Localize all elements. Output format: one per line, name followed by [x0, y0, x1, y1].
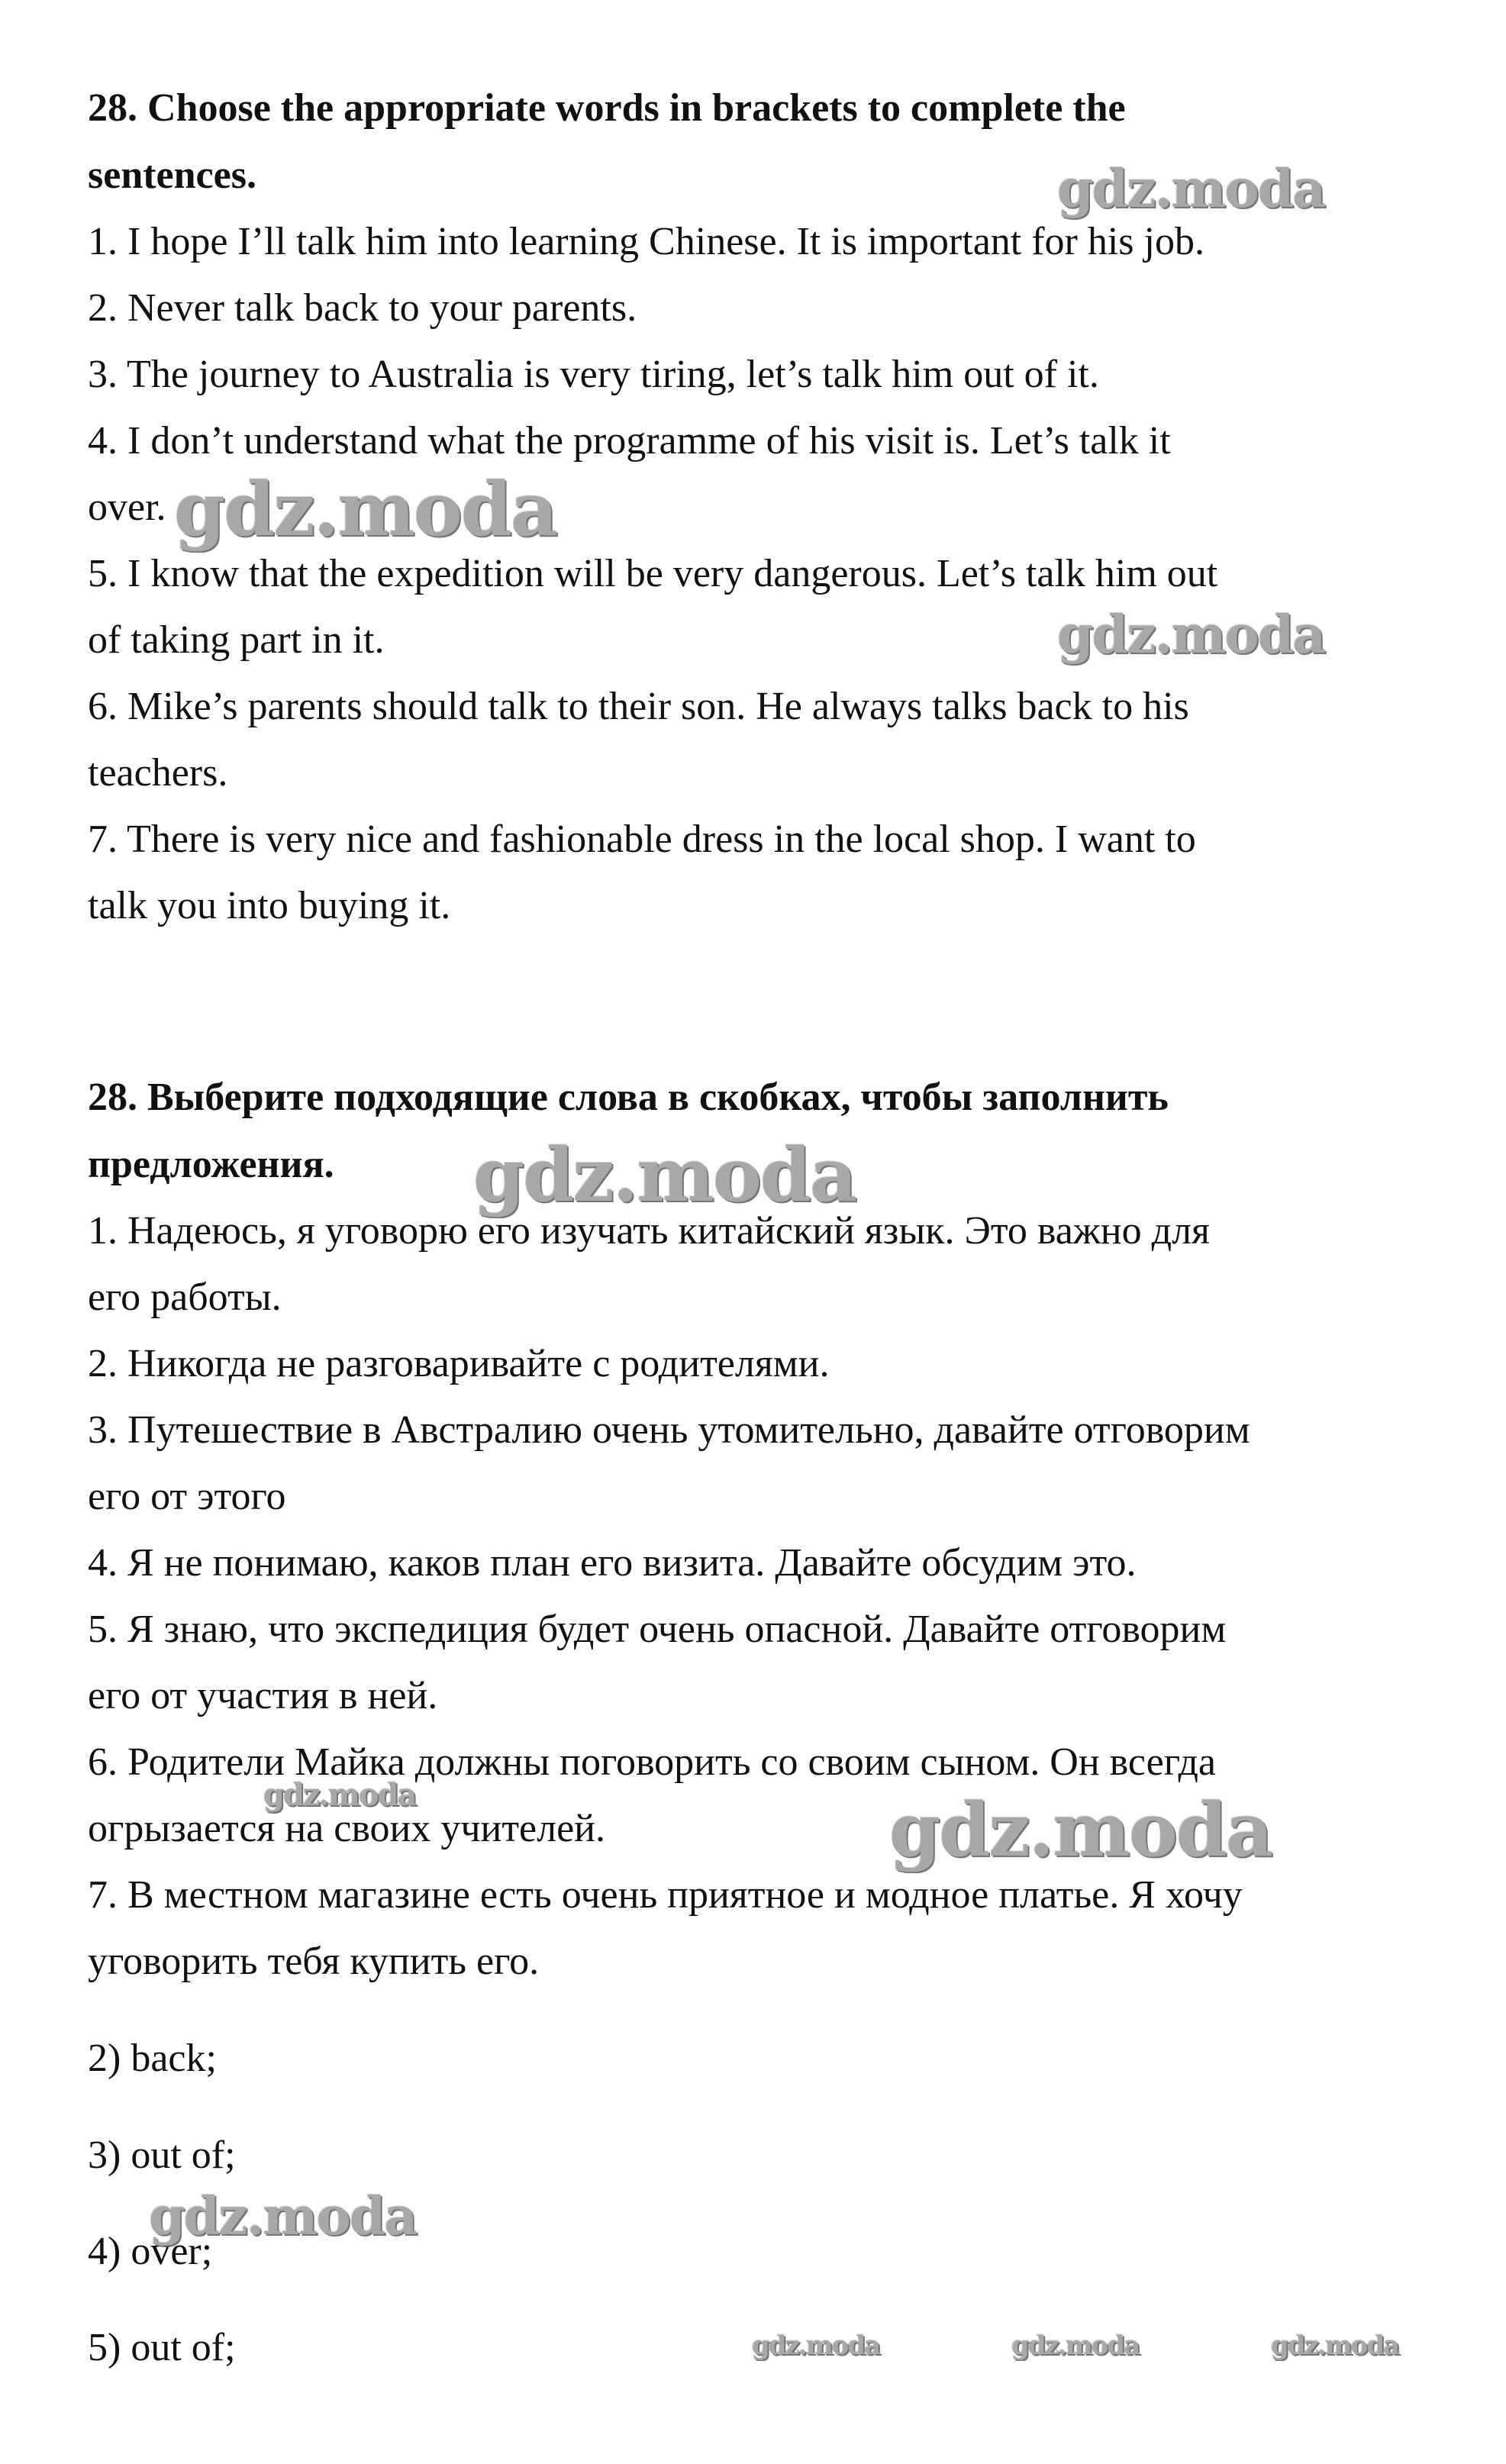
english-sentence-3: 3. The journey to Australia is very tiring, let’s talk him out of it.	[88, 353, 1099, 396]
english-sentence-2: 2. Never talk back to your parents.	[88, 286, 637, 330]
watermark-7: gdz.moda	[149, 2186, 417, 2247]
english-sentence-4: 4. I don’t understand what the programme of his visit is. Let’s talk it	[88, 419, 1171, 463]
english-sentence-4-cont: over.	[88, 485, 166, 529]
english-sentence-6-cont: teachers.	[88, 751, 228, 795]
answer-5: 5) out of;	[88, 2326, 236, 2369]
answer-3: 3) out of;	[88, 2133, 236, 2177]
russian-sentence-6-cont: огрызается на своих учителей.	[88, 1807, 605, 1850]
watermark-9: gdz.moda	[1011, 2330, 1140, 2361]
english-sentence-6: 6. Mike’s parents should talk to their son. He always talks back to his	[88, 685, 1189, 728]
russian-sentence-5-cont: его от участия в ней.	[88, 1674, 438, 1717]
watermark-10: gdz.moda	[1271, 2330, 1399, 2361]
russian-sentence-6: 6. Родители Майка должны поговорить со своим сыном. Он всегда	[88, 1740, 1216, 1784]
english-sentence-7: 7. There is very nice and fashionable dress in the local shop. I want to	[88, 818, 1196, 861]
english-sentence-5: 5. I know that the expedition will be very dangerous. Let’s talk him out	[88, 552, 1218, 595]
watermark-3: gdz.moda	[1057, 605, 1325, 666]
watermark-6: gdz.moda	[889, 1787, 1272, 1873]
russian-heading-line-2: предложения.	[88, 1143, 334, 1186]
english-sentence-5-cont: of taking part in it.	[88, 618, 385, 662]
russian-sentence-7-cont: уговорить тебя купить его.	[88, 1940, 540, 1983]
russian-sentence-3: 3. Путешествие в Австралию очень утомительно, давайте отговорим	[88, 1408, 1250, 1452]
english-heading-line-2: sentences.	[88, 153, 256, 197]
russian-sentence-3-cont: его от этого	[88, 1475, 286, 1518]
watermark-4: gdz.moda	[473, 1132, 856, 1218]
russian-sentence-4: 4. Я не понимаю, каков план его визита. Давайте обсудим это.	[88, 1541, 1137, 1585]
russian-sentence-5: 5. Я знаю, что экспедиция будет очень опасной. Давайте отговорим	[88, 1608, 1227, 1651]
russian-heading-line-1: 28. Выберите подходящие слова в скобках, чтобы заполнить	[88, 1076, 1169, 1119]
russian-sentence-7: 7. В местном магазине есть очень приятное и модное платье. Я хочу	[88, 1873, 1243, 1917]
answer-2: 2) back;	[88, 2037, 217, 2080]
watermark-5: gdz.moda	[263, 1777, 416, 1813]
russian-sentence-1: 1. Надеюсь, я уговорю его изучать китайский язык. Это важно для	[88, 1209, 1210, 1253]
russian-sentence-1-cont: его работы.	[88, 1276, 282, 1319]
russian-sentence-2: 2. Никогда не разговаривайте с родителями.	[88, 1342, 830, 1385]
english-sentence-1: 1. I hope I’ll talk him into learning Chinese. It is important for his job.	[88, 220, 1204, 263]
english-heading-line-1: 28. Choose the appropriate words in brackets to complete the	[88, 86, 1126, 130]
watermark-8: gdz.moda	[752, 2330, 880, 2361]
answer-4: 4) over;	[88, 2230, 213, 2273]
english-sentence-7-cont: talk you into buying it.	[88, 884, 451, 927]
watermark-2: gdz.moda	[174, 466, 557, 553]
watermark-1: gdz.moda	[1057, 159, 1325, 220]
